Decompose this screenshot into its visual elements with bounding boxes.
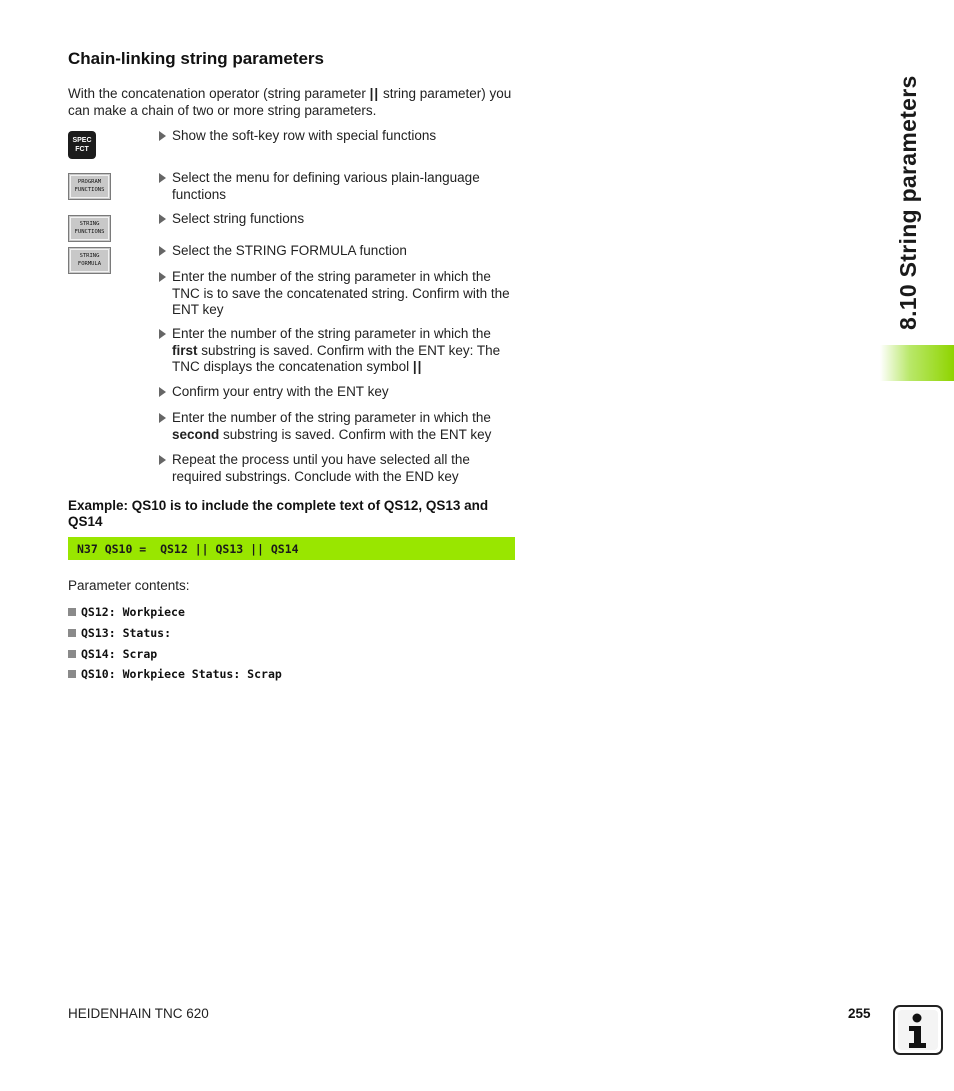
step-enter-target-parameter	[159, 269, 519, 319]
concat-operator: ||	[369, 86, 380, 101]
spec-fct-key[interactable]	[68, 131, 96, 159]
parameter-contents-label: Parameter contents:	[68, 578, 190, 593]
step-text: Enter the number of the string parameter in which the TNC is to save the concatenated string. Confirm with the ENT key	[172, 269, 510, 317]
softkey-line1: STRING	[79, 253, 100, 259]
step-text	[159, 326, 519, 376]
step-text: Select the STRING FORMULA function	[172, 243, 407, 258]
chapter-tab-marker	[880, 345, 954, 381]
param-name: QS10:	[81, 667, 116, 681]
step-text	[159, 410, 519, 443]
step-text: Repeat the process until you have selected all the required substrings. Conclude with the END key	[172, 452, 470, 484]
bullet-square-icon	[68, 670, 76, 678]
intro-text-1: With the concatenation operator (string parameter	[68, 86, 370, 101]
chapter-side-title	[895, 75, 935, 340]
footer-product: HEIDENHAIN TNC 620	[68, 1006, 209, 1021]
list-item	[68, 626, 171, 640]
list-item	[68, 667, 282, 681]
string-formula-softkey[interactable]	[68, 247, 111, 274]
step-text: Confirm your entry with the ENT key	[172, 384, 389, 399]
param-value: Scrap	[122, 647, 158, 661]
softkey-line1: PROGRAM	[77, 179, 102, 185]
intro-text-2: string parameter) you can make a chain of two or more string parameters.	[68, 86, 512, 118]
page-number: 255	[848, 1006, 871, 1021]
softkey-line2: FUNCTIONS	[74, 187, 105, 193]
step-text: Show the soft-key row with special functions	[172, 128, 437, 143]
softkey-line2: FUNCTIONS	[74, 229, 105, 235]
param-name: QS14:	[81, 647, 116, 661]
step-text-part: Enter the number of the string parameter in which the	[172, 410, 491, 425]
step-text-bold: second	[172, 426, 220, 442]
bullet-square-icon	[68, 608, 76, 616]
step-arrow-icon	[159, 214, 166, 224]
softkey-line1: STRING	[79, 221, 100, 227]
spec-fct-key-line1: SPEC	[72, 137, 92, 144]
step-arrow-icon	[159, 272, 166, 282]
code-example-bar	[68, 537, 515, 560]
param-name: QS12:	[81, 605, 116, 619]
info-icon	[893, 1005, 943, 1055]
bullet-square-icon	[68, 629, 76, 637]
step-arrow-icon	[159, 455, 166, 465]
step-text: Select string functions	[172, 211, 305, 226]
step-enter-first-substring	[159, 326, 519, 376]
step-show-softkey-row	[159, 128, 519, 145]
step-text-bold: first	[172, 342, 198, 358]
param-value: Status:	[122, 626, 172, 640]
chapter-side-title-text: 8.10 String parameters	[895, 75, 921, 330]
step-enter-second-substring	[159, 410, 519, 443]
step-text-part: substring is saved. Confirm with the ENT key: The TNC displays the concatenation symbol	[172, 342, 501, 374]
param-name: QS13:	[81, 626, 116, 640]
softkey-line2: FORMULA	[77, 261, 102, 267]
spec-fct-key-line2: FCT	[75, 146, 89, 153]
step-repeat-process	[159, 452, 519, 485]
step-select-menu	[159, 170, 519, 203]
bullet-square-icon	[68, 650, 76, 658]
intro-paragraph	[68, 86, 513, 119]
list-item	[68, 605, 185, 619]
step-select-string-functions	[159, 211, 519, 228]
step-confirm-entry	[159, 384, 519, 401]
param-value: Workpiece	[122, 605, 185, 619]
program-functions-softkey[interactable]	[68, 173, 111, 200]
step-select-string-formula	[159, 243, 519, 260]
param-value: Workpiece Status: Scrap	[122, 667, 282, 681]
section-heading: Chain-linking string parameters	[68, 49, 324, 68]
code-example-text: N37 QS10 = QS12 || QS13 || QS14	[77, 542, 299, 556]
example-title: Example: QS10 is to include the complete text of QS12, QS13 and QS14	[68, 498, 489, 529]
step-arrow-icon	[159, 173, 166, 183]
step-arrow-icon	[159, 246, 166, 256]
step-arrow-icon	[159, 329, 166, 339]
list-item	[68, 647, 157, 661]
step-text: Select the menu for defining various plain-language functions	[172, 170, 480, 202]
string-functions-softkey[interactable]	[68, 215, 111, 242]
step-arrow-icon	[159, 413, 166, 423]
concat-symbol: ||	[412, 359, 423, 374]
step-text-part: substring is saved. Confirm with the ENT key	[219, 426, 492, 442]
step-arrow-icon	[159, 387, 166, 397]
step-arrow-icon	[159, 131, 166, 141]
step-text-part: Enter the number of the string parameter in which the	[172, 326, 491, 341]
